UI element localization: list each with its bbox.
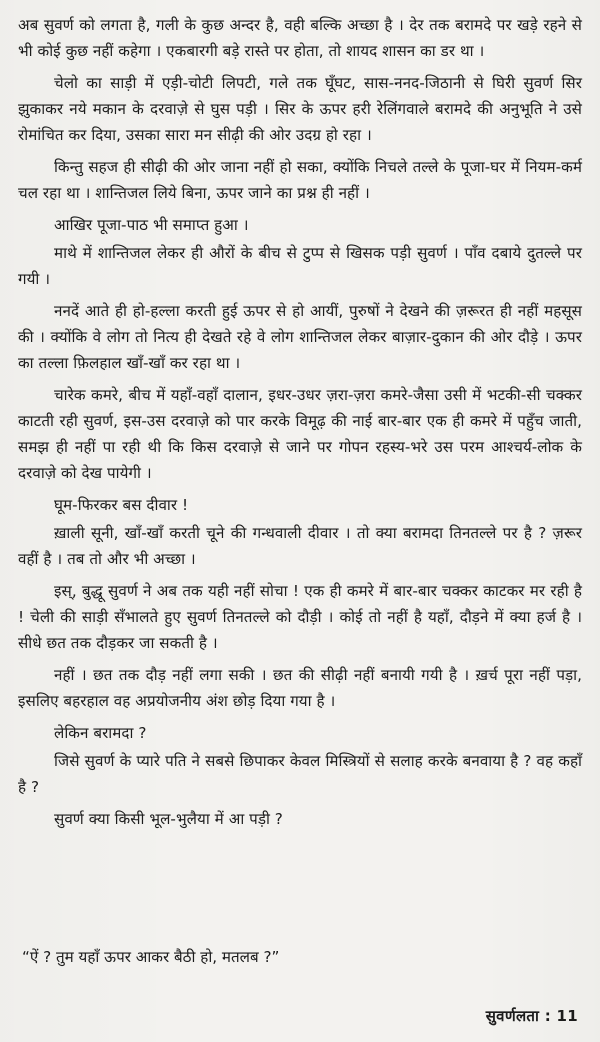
book-title: सुवर्णलता bbox=[485, 1007, 540, 1025]
paragraph-4: आखिर पूजा-पाठ भी समाप्त हुआ । bbox=[54, 216, 249, 234]
paragraph-11: नहीं । छत तक दौड़ नहीं लगा सकी । छत की सीढ़ी नहीं बनायी गयी है । ख़र्च पूरा नहीं पड़ा, इसलिए बहरहाल वह अप्रयोजनीय अंश छोड़ दिया गया है । bbox=[18, 666, 582, 710]
page-footer bbox=[486, 1004, 578, 1028]
paragraph-12: लेकिन बरामदा ? bbox=[54, 724, 147, 742]
footer-separator: : bbox=[539, 1007, 557, 1025]
body-text bbox=[18, 12, 582, 832]
paragraph-13: जिसे सुवर्ण के प्यारे पति ने सबसे छिपाकर केवल मिस्त्रियों से सलाह करके बनवाया है ? वह कहाँ है ? bbox=[18, 752, 582, 796]
paragraph-6: ननदें आते ही हो-हल्ला करती हुई ऊपर से हो आयीं, पुरुषों ने देखने की ज़रूरत ही नहीं महसूस की । क्योंकि वे लोग तो नित्य ही देखते रहे वे लोग शान्तिजल लेकर बाज़ार-दुकान की ओर दौड़े । ऊपर का तल्ला फ़िलहाल खाँ-खाँ कर रहा था । bbox=[18, 302, 582, 372]
paragraph-2: चेलो का साड़ी में एड़ी-चोटी लिपटी, गले तक घूँघट, सास-ननद-जिठानी से घिरी सुवर्ण सिर झुकाकर नये मकान के दरवाज़े से घुस पड़ी । सिर के ऊपर हरी रेलिंगवाले बरामदे की अनुभूति ने उसे रोमांचित कर दिया, उसका सारा मन सीढ़ी की ओर उदग्र हो रहा । bbox=[18, 74, 582, 144]
paragraph-3: किन्तु सहज ही सीढ़ी की ओर जाना नहीं हो सका, क्योंकि निचले तल्ले के पूजा-घर में नियम-कर्म चल रहा था । शान्तिजल लिये बिना, ऊपर जाने का प्रश्न ही नहीं । bbox=[18, 158, 582, 202]
paragraph-8: घूम-फिरकर बस दीवार ! bbox=[54, 496, 189, 514]
paragraph-10: इस्, बुद्धू सुवर्ण ने अब तक यही नहीं सोचा ! एक ही कमरे में बार-बार चक्कर काटकर मर रही है ! चेली की साड़ी सँभालते हुए सुवर्ण तिनतल्ले को दौड़ी । कोई तो नहीं है यहाँ, दौड़ने में क्या हर्ज है । सीधे छत तक दौड़कर जा सकती है । bbox=[18, 582, 582, 652]
paragraph-7: चारेक कमरे, बीच में यहाँ-वहाँ दालान, इधर-उधर ज़रा-ज़रा कमरे-जैसा उसी में भटकी-सी चक्कर काटती रही सुवर्ण, इस-उस दरवाज़े को पार करके विमूढ़ की नाई बार-बार एक ही कमरे में पहुँच जाती, समझ ही नहीं पा रही थी कि किस दरवाज़े से जाने पर गोपन रहस्य-भरे उस परम आश्चर्य-लोक के दरवाज़े को देख पायेगी । bbox=[18, 386, 582, 482]
paragraph-5: माथे में शान्तिजल लेकर ही औरों के बीच से टुप्प से खिसक पड़ी सुवर्ण । पाँव दबाये दुतल्ले पर गयी । bbox=[18, 244, 582, 288]
dialogue-line: “ऐं ? तुम यहाँ ऊपर आकर बैठी हो, मतलब ?” bbox=[22, 948, 280, 966]
paragraph-1: अब सुवर्ण को लगता है, गली के कुछ अन्दर है, वही बल्कि अच्छा है । देर तक बरामदे पर खड़े रहने से भी कोई कुछ नहीं कहेगा । एकबारगी बड़े रास्ते पर होता, तो शायद शासन का डर था । bbox=[18, 16, 582, 60]
paragraph-14: सुवर्ण क्या किसी भूल-भुलैया में आ पड़ी ? bbox=[54, 810, 283, 828]
page-number: 11 bbox=[556, 1007, 578, 1025]
paragraph-9: ख़ाली सूनी, खाँ-खाँ करती चूने की गन्धवाली दीवार । तो क्या बरामदा तिनतल्ले पर है ? ज़रूर वहीं है । तब तो और भी अच्छा । bbox=[18, 524, 582, 568]
